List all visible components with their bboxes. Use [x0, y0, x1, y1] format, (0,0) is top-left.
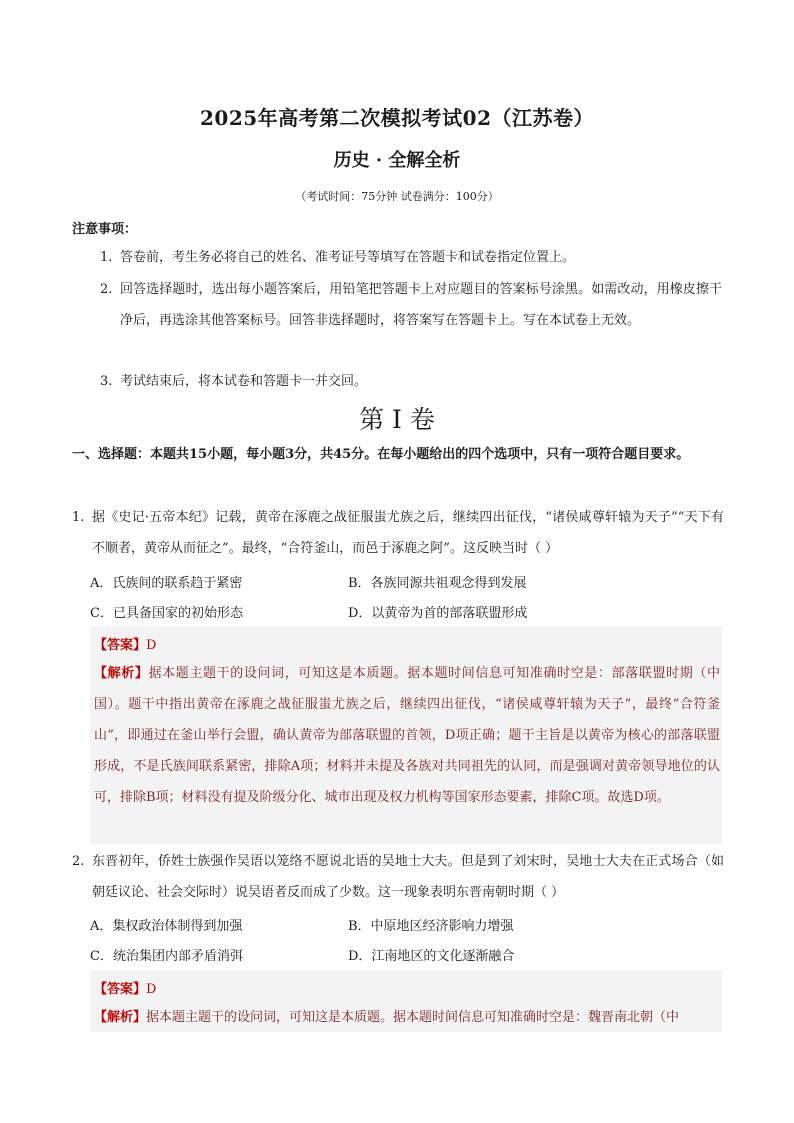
- option-b: B．各族同源共祖观念得到发展: [348, 576, 527, 591]
- answer-line: [94, 978, 156, 997]
- question-stem: 东晋初年，侨姓士族强作吴语以笼络不愿说北语的吴地士大夫。但是到了刘宋时，吴地士大夫在正式场合（如朝廷议论、社会交际时）说吴语者反而成了少数。这一现象表明东晋南朝时期（ ）: [92, 854, 724, 900]
- option-c: C．已具备国家的初始形态: [90, 606, 243, 621]
- section-instructions: 一、选择题：本题共15小题，每小题3分，共45分。在每小题给出的四个选项中，只有一项符合题目要求。: [72, 447, 690, 462]
- explanation-text: 据本题主题干的设问词，可知这是本质题。据本题时间信息可知准确时空是：魏晋南北朝（中: [146, 1010, 680, 1025]
- question-2: [72, 846, 724, 908]
- answer-label: 【答案】: [94, 638, 147, 653]
- explanation: [94, 1002, 720, 1033]
- notice-item: [100, 242, 722, 273]
- notice-title: 注意事项：: [72, 222, 138, 237]
- answer-line: [94, 634, 156, 653]
- explanation-label: 【解析】: [94, 1010, 147, 1025]
- question-number: 1.: [72, 510, 85, 525]
- option-a: A．氏族间的联系趋于紧密: [90, 576, 243, 591]
- question-1: [72, 502, 724, 564]
- notice-item-number: 1.: [100, 250, 113, 265]
- option-d: D．江南地区的文化逐渐融合: [348, 949, 515, 964]
- explanation: [94, 658, 720, 813]
- notice-item-text: 考试结束后，将本试卷和答题卡一并交回。: [120, 374, 368, 389]
- explanation-text: 据本题主题干的设问词，可知这是本质题。据本题时间信息可知准确时空是：部落联盟时期（中国）。题干中指出黄帝在涿鹿之战征服蚩尤族之后，继续四出征伐，“诸侯咸尊轩辕为天子”，最终“合符釜山”，即通过在釜山举行会盟，确认黄帝为部落联盟的首领，D项正确；题干主旨是以黄帝为核心的部落联盟形成，不是氏族间联系紧密，排除A项；材料并未提及各族对共同祖先的认同，而是强调对黄帝领导地位的认可，排除B项；材料没有提及阶级分化、城市出现及权力机构等国家形态要素，排除C项。故选D项。: [94, 666, 720, 805]
- question-number: 2.: [72, 854, 85, 869]
- option-b: B．中原地区经济影响力增强: [348, 919, 514, 934]
- answer-label: 【答案】: [94, 982, 147, 997]
- answer-value: D: [146, 982, 157, 997]
- page-subtitle: 历史 · 全解全析: [333, 150, 461, 171]
- option-a: A．集权政治体制得到加强: [90, 919, 243, 934]
- page-title: 2025年高考第二次模拟考试02（江苏卷）: [200, 106, 594, 130]
- volume-heading: 第 I 卷: [359, 405, 435, 434]
- notice-item-text: 回答选择题时，选出每小题答案后，用铅笔把答题卡上对应题目的答案标号涂黑。如需改动，用橡皮擦干净后，再选涂其他答案标号。回答非选择题时，将答案写在答题卡上。写在本试卷上无效。: [120, 282, 722, 328]
- notice-item: [100, 274, 722, 336]
- notice-item-number: 3.: [100, 374, 113, 389]
- exam-info: （考试时间：75分钟 试卷满分：100分）: [295, 190, 499, 203]
- notice-item-number: 2.: [100, 282, 113, 297]
- question-stem: 据《史记·五帝本纪》记载，黄帝在涿鹿之战征服蚩尤族之后，继续四出征伐，“诸侯咸尊轩辕为天子”“天下有不顺者，黄帝从而征之”。最终，“合符釜山，而邑于涿鹿之阿”。这反映当时（ ）: [92, 510, 724, 556]
- answer-value: D: [146, 638, 157, 653]
- option-c: C．统治集团内部矛盾消弭: [90, 949, 243, 964]
- option-d: D．以黄帝为首的部落联盟形成: [348, 606, 528, 621]
- notice-item-text: 答卷前，考生务必将自己的姓名、准考证号等填写在答题卡和试卷指定位置上。: [120, 250, 576, 265]
- explanation-label: 【解析】: [94, 666, 149, 681]
- notice-item: [100, 366, 722, 397]
